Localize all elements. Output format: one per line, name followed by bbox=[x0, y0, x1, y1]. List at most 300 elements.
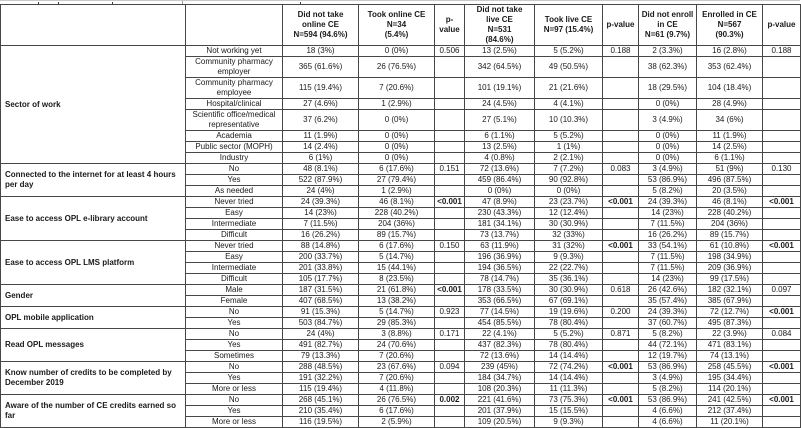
p-value-cell: 0.188 bbox=[603, 46, 639, 57]
value-cell: 9 (9.3%) bbox=[535, 417, 603, 428]
p-value-cell: <0.001 bbox=[603, 395, 639, 406]
value-cell: 495 (87.3%) bbox=[697, 318, 763, 329]
value-cell: 21 (61.8%) bbox=[359, 285, 435, 296]
p-value-cell: <0.001 bbox=[763, 362, 801, 373]
p-value-cell bbox=[763, 318, 801, 329]
value-cell: 32 (33%) bbox=[535, 230, 603, 241]
category-cell: Difficult bbox=[186, 230, 283, 241]
value-cell: 115 (19.4%) bbox=[283, 384, 359, 395]
p-value-cell: 0.151 bbox=[435, 164, 465, 175]
value-cell: 24 (70.6%) bbox=[359, 340, 435, 351]
p-value-cell bbox=[603, 406, 639, 417]
section-label-cell: Connected to the internet for at least 4 hours per day bbox=[1, 164, 186, 197]
value-cell: 99 (17.5%) bbox=[697, 274, 763, 285]
p-value-cell bbox=[603, 230, 639, 241]
p-value-cell: <0.001 bbox=[763, 307, 801, 318]
p-value-cell bbox=[435, 373, 465, 384]
p-value-cell bbox=[603, 208, 639, 219]
value-cell: 187 (31.5%) bbox=[283, 285, 359, 296]
value-cell: 24 (39.3%) bbox=[639, 307, 697, 318]
p-value-cell bbox=[763, 373, 801, 384]
value-cell: 11 (1.9%) bbox=[697, 131, 763, 142]
value-cell: 5 (8.2%) bbox=[639, 384, 697, 395]
section-label-cell: OPL mobile application bbox=[1, 307, 186, 329]
value-cell: 72 (13.6%) bbox=[465, 351, 535, 362]
value-cell: 7 (7.2%) bbox=[535, 164, 603, 175]
value-cell: 5 (14.7%) bbox=[359, 307, 435, 318]
value-cell: 181 (34.1%) bbox=[465, 219, 535, 230]
p-value-cell bbox=[435, 131, 465, 142]
category-cell: Easy bbox=[186, 252, 283, 263]
p-value-cell: 0.002 bbox=[435, 395, 465, 406]
p-value-cell: <0.001 bbox=[763, 197, 801, 208]
value-cell: 11 (11.3%) bbox=[535, 384, 603, 395]
value-cell: 198 (34.9%) bbox=[697, 252, 763, 263]
value-cell: 1 (2.9%) bbox=[359, 99, 435, 110]
value-cell: 10 (10.3%) bbox=[535, 110, 603, 131]
p-value-cell bbox=[603, 186, 639, 197]
p-value-cell bbox=[603, 131, 639, 142]
p-value-cell bbox=[435, 384, 465, 395]
p-value-cell: 0.094 bbox=[435, 362, 465, 373]
value-cell: 0 (0%) bbox=[359, 142, 435, 153]
value-cell: 24 (4.5%) bbox=[465, 99, 535, 110]
p-value-cell bbox=[603, 175, 639, 186]
p-value-cell: <0.001 bbox=[763, 395, 801, 406]
p-value-cell: <0.001 bbox=[603, 197, 639, 208]
value-cell: 13 (2.5%) bbox=[465, 142, 535, 153]
value-cell: 4 (6.6%) bbox=[639, 417, 697, 428]
category-cell: No bbox=[186, 362, 283, 373]
value-cell: 6 (1.1%) bbox=[465, 131, 535, 142]
column-header-no-live-ce: Did not take live CE N=531 (84.6%) bbox=[465, 5, 535, 46]
value-cell: 72 (12.7%) bbox=[697, 307, 763, 318]
section-label-cell: Sector of work bbox=[1, 46, 186, 164]
column-header-p-value-live: p-value bbox=[603, 5, 639, 46]
value-cell: 13 (38.2%) bbox=[359, 296, 435, 307]
value-cell: 78 (14.7%) bbox=[465, 274, 535, 285]
p-value-cell: 0.871 bbox=[603, 329, 639, 340]
p-value-cell bbox=[763, 153, 801, 164]
p-value-cell bbox=[763, 263, 801, 274]
category-cell: Not working yet bbox=[186, 46, 283, 57]
value-cell: 7 (11.5%) bbox=[639, 263, 697, 274]
value-cell: 471 (83.1%) bbox=[697, 340, 763, 351]
category-cell: Yes bbox=[186, 340, 283, 351]
value-cell: 3 (4.9%) bbox=[639, 110, 697, 131]
value-cell: 53 (86.9%) bbox=[639, 362, 697, 373]
value-cell: 228 (40.2%) bbox=[697, 208, 763, 219]
p-value-cell bbox=[763, 57, 801, 78]
value-cell: 22 (3.9%) bbox=[697, 329, 763, 340]
p-value-cell: 0.506 bbox=[435, 46, 465, 57]
category-cell: Female bbox=[186, 296, 283, 307]
value-cell: 37 (6.2%) bbox=[283, 110, 359, 131]
table-row bbox=[1, 164, 801, 175]
value-cell: 105 (17.7%) bbox=[283, 274, 359, 285]
value-cell: 5 (8.2%) bbox=[639, 186, 697, 197]
value-cell: 24 (4%) bbox=[283, 186, 359, 197]
value-cell: 0 (0%) bbox=[359, 153, 435, 164]
p-value-cell: 0.097 bbox=[763, 285, 801, 296]
value-cell: 3 (8.8%) bbox=[359, 329, 435, 340]
p-value-cell bbox=[763, 142, 801, 153]
value-cell: 30 (30.9%) bbox=[535, 285, 603, 296]
table-row bbox=[1, 395, 801, 406]
value-cell: 5 (14.7%) bbox=[359, 252, 435, 263]
value-cell: 8 (23.5%) bbox=[359, 274, 435, 285]
column-header-no-online-ce: Did not take online CE N=594 (94.6%) bbox=[283, 5, 359, 46]
category-cell: Hospital/clinical bbox=[186, 99, 283, 110]
p-value-cell bbox=[435, 110, 465, 131]
category-cell: Never tried bbox=[186, 197, 283, 208]
value-cell: 195 (34.4%) bbox=[697, 373, 763, 384]
table-header bbox=[1, 5, 801, 46]
value-cell: 182 (32.1%) bbox=[697, 285, 763, 296]
p-value-cell bbox=[763, 417, 801, 428]
value-cell: 12 (12.4%) bbox=[535, 208, 603, 219]
column-header-group-label bbox=[1, 5, 186, 46]
value-cell: 22 (4.1%) bbox=[465, 329, 535, 340]
category-cell: Intermediate bbox=[186, 263, 283, 274]
p-value-cell: 0.923 bbox=[435, 307, 465, 318]
value-cell: 437 (82.3%) bbox=[465, 340, 535, 351]
column-header-p-value-enroll: p-value bbox=[763, 5, 801, 46]
p-value-cell: <0.001 bbox=[603, 241, 639, 252]
table-row bbox=[1, 241, 801, 252]
category-cell: Easy bbox=[186, 208, 283, 219]
p-value-cell bbox=[603, 110, 639, 131]
value-cell: 241 (42.5%) bbox=[697, 395, 763, 406]
value-cell: 7 (20.6%) bbox=[359, 351, 435, 362]
p-value-cell bbox=[435, 99, 465, 110]
value-cell: 196 (36.9%) bbox=[465, 252, 535, 263]
category-cell: Scientific office/medical representative bbox=[186, 110, 283, 131]
p-value-cell bbox=[763, 252, 801, 263]
value-cell: 11 (1.9%) bbox=[283, 131, 359, 142]
value-cell: 4 (0.8%) bbox=[465, 153, 535, 164]
column-header-no-enroll-ce: Did not enroll in CE N=61 (9.7%) bbox=[639, 5, 697, 46]
value-cell: 288 (48.5%) bbox=[283, 362, 359, 373]
p-value-cell bbox=[603, 340, 639, 351]
value-cell: 30 (30.9%) bbox=[535, 219, 603, 230]
p-value-cell bbox=[603, 274, 639, 285]
p-value-cell: <0.001 bbox=[435, 197, 465, 208]
value-cell: 13 (2.5%) bbox=[465, 46, 535, 57]
p-value-cell bbox=[435, 296, 465, 307]
value-cell: 15 (44.1%) bbox=[359, 263, 435, 274]
value-cell: 1 (1%) bbox=[535, 142, 603, 153]
p-value-cell bbox=[435, 153, 465, 164]
value-cell: 0 (0%) bbox=[535, 186, 603, 197]
p-value-cell bbox=[603, 252, 639, 263]
value-cell: 14 (2.4%) bbox=[283, 142, 359, 153]
category-cell: Yes bbox=[186, 318, 283, 329]
table-row bbox=[1, 46, 801, 57]
p-value-cell bbox=[435, 78, 465, 99]
value-cell: 14 (23%) bbox=[283, 208, 359, 219]
value-cell: 200 (33.7%) bbox=[283, 252, 359, 263]
value-cell: 61 (10.8%) bbox=[697, 241, 763, 252]
p-value-cell: 0.083 bbox=[603, 164, 639, 175]
p-value-cell: <0.001 bbox=[435, 285, 465, 296]
p-value-cell bbox=[603, 78, 639, 99]
p-value-cell bbox=[435, 186, 465, 197]
value-cell: 22 (22.7%) bbox=[535, 263, 603, 274]
p-value-cell: 0.618 bbox=[603, 285, 639, 296]
comparison-table bbox=[0, 4, 801, 428]
value-cell: 72 (74.2%) bbox=[535, 362, 603, 373]
p-value-cell bbox=[763, 110, 801, 131]
value-cell: 53 (86.9%) bbox=[639, 395, 697, 406]
value-cell: 503 (84.7%) bbox=[283, 318, 359, 329]
p-value-cell: 0.200 bbox=[603, 307, 639, 318]
value-cell: 46 (8.1%) bbox=[697, 197, 763, 208]
table-row bbox=[1, 362, 801, 373]
value-cell: 101 (19.1%) bbox=[465, 78, 535, 99]
p-value-cell bbox=[603, 219, 639, 230]
value-cell: 0 (0%) bbox=[639, 131, 697, 142]
p-value-cell bbox=[763, 274, 801, 285]
value-cell: 89 (15.7%) bbox=[359, 230, 435, 241]
value-cell: 491 (82.7%) bbox=[283, 340, 359, 351]
value-cell: 115 (19.4%) bbox=[283, 78, 359, 99]
value-cell: 342 (64.5%) bbox=[465, 57, 535, 78]
p-value-cell bbox=[435, 219, 465, 230]
value-cell: 7 (11.5%) bbox=[639, 219, 697, 230]
value-cell: 4 (11.8%) bbox=[359, 384, 435, 395]
value-cell: 2 (3.3%) bbox=[639, 46, 697, 57]
category-cell: Intermediate bbox=[186, 219, 283, 230]
table-body bbox=[1, 46, 801, 428]
value-cell: 109 (20.5%) bbox=[465, 417, 535, 428]
value-cell: 72 (13.6%) bbox=[465, 164, 535, 175]
value-cell: 46 (8.1%) bbox=[359, 197, 435, 208]
value-cell: 194 (36.5%) bbox=[465, 263, 535, 274]
p-value-cell bbox=[435, 142, 465, 153]
value-cell: 74 (13.1%) bbox=[697, 351, 763, 362]
p-value-cell: <0.001 bbox=[763, 241, 801, 252]
value-cell: 4 (4.1%) bbox=[535, 99, 603, 110]
value-cell: 6 (1.1%) bbox=[697, 153, 763, 164]
value-cell: 116 (19.5%) bbox=[283, 417, 359, 428]
column-header-took-live-ce: Took live CE N=97 (15.4%) bbox=[535, 5, 603, 46]
p-value-cell bbox=[435, 263, 465, 274]
value-cell: 26 (42.6%) bbox=[639, 285, 697, 296]
value-cell: 90 (92.8%) bbox=[535, 175, 603, 186]
value-cell: 5 (5.2%) bbox=[535, 46, 603, 57]
value-cell: 212 (37.4%) bbox=[697, 406, 763, 417]
value-cell: 0 (0%) bbox=[639, 99, 697, 110]
value-cell: 37 (60.7%) bbox=[639, 318, 697, 329]
category-cell: Community pharmacy employee bbox=[186, 78, 283, 99]
value-cell: 258 (45.5%) bbox=[697, 362, 763, 373]
value-cell: 268 (45.1%) bbox=[283, 395, 359, 406]
category-cell: Male bbox=[186, 285, 283, 296]
p-value-cell: 0.171 bbox=[435, 329, 465, 340]
p-value-cell: <0.001 bbox=[603, 362, 639, 373]
value-cell: 353 (66.5%) bbox=[465, 296, 535, 307]
category-cell: Academia bbox=[186, 131, 283, 142]
section-label-cell: Aware of the number of CE credits earned so far bbox=[1, 395, 186, 428]
value-cell: 77 (14.5%) bbox=[465, 307, 535, 318]
p-value-cell bbox=[435, 417, 465, 428]
p-value-cell bbox=[763, 384, 801, 395]
value-cell: 108 (20.3%) bbox=[465, 384, 535, 395]
section-label-cell: Ease to access OPL e-library account bbox=[1, 197, 186, 241]
value-cell: 23 (23.7%) bbox=[535, 197, 603, 208]
value-cell: 353 (62.4%) bbox=[697, 57, 763, 78]
column-header-p-value-online: p-value bbox=[435, 5, 465, 46]
value-cell: 0 (0%) bbox=[359, 131, 435, 142]
value-cell: 73 (75.3%) bbox=[535, 395, 603, 406]
value-cell: 191 (32.2%) bbox=[283, 373, 359, 384]
value-cell: 385 (67.9%) bbox=[697, 296, 763, 307]
p-value-cell bbox=[435, 351, 465, 362]
p-value-cell bbox=[763, 351, 801, 362]
value-cell: 228 (40.2%) bbox=[359, 208, 435, 219]
value-cell: 0 (0%) bbox=[639, 153, 697, 164]
value-cell: 20 (3.5%) bbox=[697, 186, 763, 197]
category-cell: More or less bbox=[186, 417, 283, 428]
p-value-cell bbox=[603, 99, 639, 110]
value-cell: 78 (80.4%) bbox=[535, 318, 603, 329]
value-cell: 29 (85.3%) bbox=[359, 318, 435, 329]
value-cell: 2 (5.9%) bbox=[359, 417, 435, 428]
category-cell: Community pharmacy employer bbox=[186, 57, 283, 78]
p-value-cell bbox=[435, 340, 465, 351]
section-label-cell: Gender bbox=[1, 285, 186, 307]
column-header-category-label bbox=[186, 5, 283, 46]
category-cell: Yes bbox=[186, 406, 283, 417]
value-cell: 35 (36.1%) bbox=[535, 274, 603, 285]
section-label-cell: Read OPL messages bbox=[1, 329, 186, 362]
category-cell: Industry bbox=[186, 153, 283, 164]
value-cell: 49 (50.5%) bbox=[535, 57, 603, 78]
value-cell: 7 (20.6%) bbox=[359, 373, 435, 384]
value-cell: 230 (43.3%) bbox=[465, 208, 535, 219]
category-cell: More or less bbox=[186, 384, 283, 395]
p-value-cell bbox=[763, 406, 801, 417]
section-label-cell: Ease to access OPL LMS platform bbox=[1, 241, 186, 285]
value-cell: 44 (72.1%) bbox=[639, 340, 697, 351]
p-value-cell bbox=[763, 99, 801, 110]
value-cell: 21 (21.6%) bbox=[535, 78, 603, 99]
p-value-cell bbox=[435, 175, 465, 186]
category-cell: No bbox=[186, 329, 283, 340]
value-cell: 6 (17.6%) bbox=[359, 241, 435, 252]
category-cell: Difficult bbox=[186, 274, 283, 285]
value-cell: 0 (0%) bbox=[465, 186, 535, 197]
table-row bbox=[1, 329, 801, 340]
value-cell: 0 (0%) bbox=[359, 110, 435, 131]
p-value-cell bbox=[435, 230, 465, 241]
value-cell: 78 (80.4%) bbox=[535, 340, 603, 351]
value-cell: 16 (26.2%) bbox=[639, 230, 697, 241]
p-value-cell bbox=[603, 384, 639, 395]
value-cell: 7 (11.5%) bbox=[283, 219, 359, 230]
p-value-cell bbox=[763, 230, 801, 241]
p-value-cell bbox=[763, 219, 801, 230]
category-cell: Sometimes bbox=[186, 351, 283, 362]
p-value-cell bbox=[763, 296, 801, 307]
value-cell: 23 (67.6%) bbox=[359, 362, 435, 373]
value-cell: 2 (2.1%) bbox=[535, 153, 603, 164]
value-cell: 38 (62.3%) bbox=[639, 57, 697, 78]
value-cell: 6 (17.6%) bbox=[359, 164, 435, 175]
value-cell: 88 (14.8%) bbox=[283, 241, 359, 252]
value-cell: 34 (6%) bbox=[697, 110, 763, 131]
value-cell: 27 (5.1%) bbox=[465, 110, 535, 131]
table-row bbox=[1, 307, 801, 318]
value-cell: 14 (14.4%) bbox=[535, 373, 603, 384]
table-row bbox=[1, 197, 801, 208]
p-value-cell bbox=[603, 417, 639, 428]
value-cell: 24 (39.3%) bbox=[639, 197, 697, 208]
value-cell: 7 (20.6%) bbox=[359, 78, 435, 99]
value-cell: 12 (19.7%) bbox=[639, 351, 697, 362]
column-header-enrolled-ce: Enrolled in CE N=567 (90.3%) bbox=[697, 5, 763, 46]
p-value-cell bbox=[763, 78, 801, 99]
value-cell: 51 (9%) bbox=[697, 164, 763, 175]
value-cell: 9 (9.3%) bbox=[535, 252, 603, 263]
value-cell: 26 (76.5%) bbox=[359, 57, 435, 78]
value-cell: 496 (87.5%) bbox=[697, 175, 763, 186]
p-value-cell bbox=[435, 406, 465, 417]
p-value-cell: 0.130 bbox=[763, 164, 801, 175]
value-cell: 63 (11.9%) bbox=[465, 241, 535, 252]
p-value-cell bbox=[435, 318, 465, 329]
value-cell: 15 (15.5%) bbox=[535, 406, 603, 417]
p-value-cell bbox=[603, 296, 639, 307]
value-cell: 16 (2.8%) bbox=[697, 46, 763, 57]
category-cell: No bbox=[186, 395, 283, 406]
value-cell: 184 (34.7%) bbox=[465, 373, 535, 384]
category-cell: No bbox=[186, 164, 283, 175]
value-cell: 454 (85.5%) bbox=[465, 318, 535, 329]
value-cell: 73 (13.7%) bbox=[465, 230, 535, 241]
p-value-cell bbox=[603, 373, 639, 384]
value-cell: 239 (45%) bbox=[465, 362, 535, 373]
value-cell: 407 (68.5%) bbox=[283, 296, 359, 307]
value-cell: 104 (18.4%) bbox=[697, 78, 763, 99]
p-value-cell bbox=[435, 57, 465, 78]
value-cell: 221 (41.6%) bbox=[465, 395, 535, 406]
p-value-cell: 0.188 bbox=[763, 46, 801, 57]
value-cell: 6 (17.6%) bbox=[359, 406, 435, 417]
p-value-cell bbox=[603, 263, 639, 274]
value-cell: 5 (8.2%) bbox=[639, 329, 697, 340]
category-cell: Yes bbox=[186, 373, 283, 384]
p-value-cell bbox=[763, 131, 801, 142]
value-cell: 26 (76.5%) bbox=[359, 395, 435, 406]
value-cell: 201 (33.8%) bbox=[283, 263, 359, 274]
value-cell: 14 (14.4%) bbox=[535, 351, 603, 362]
category-cell: Public sector (MOPH) bbox=[186, 142, 283, 153]
value-cell: 0 (0%) bbox=[639, 142, 697, 153]
value-cell: 24 (39.3%) bbox=[283, 197, 359, 208]
p-value-cell bbox=[763, 175, 801, 186]
p-value-cell bbox=[763, 208, 801, 219]
value-cell: 3 (4.9%) bbox=[639, 164, 697, 175]
value-cell: 11 (20.1%) bbox=[697, 417, 763, 428]
value-cell: 365 (61.6%) bbox=[283, 57, 359, 78]
p-value-cell bbox=[435, 208, 465, 219]
value-cell: 28 (4.9%) bbox=[697, 99, 763, 110]
p-value-cell bbox=[435, 252, 465, 263]
category-cell: No bbox=[186, 307, 283, 318]
value-cell: 89 (15.7%) bbox=[697, 230, 763, 241]
